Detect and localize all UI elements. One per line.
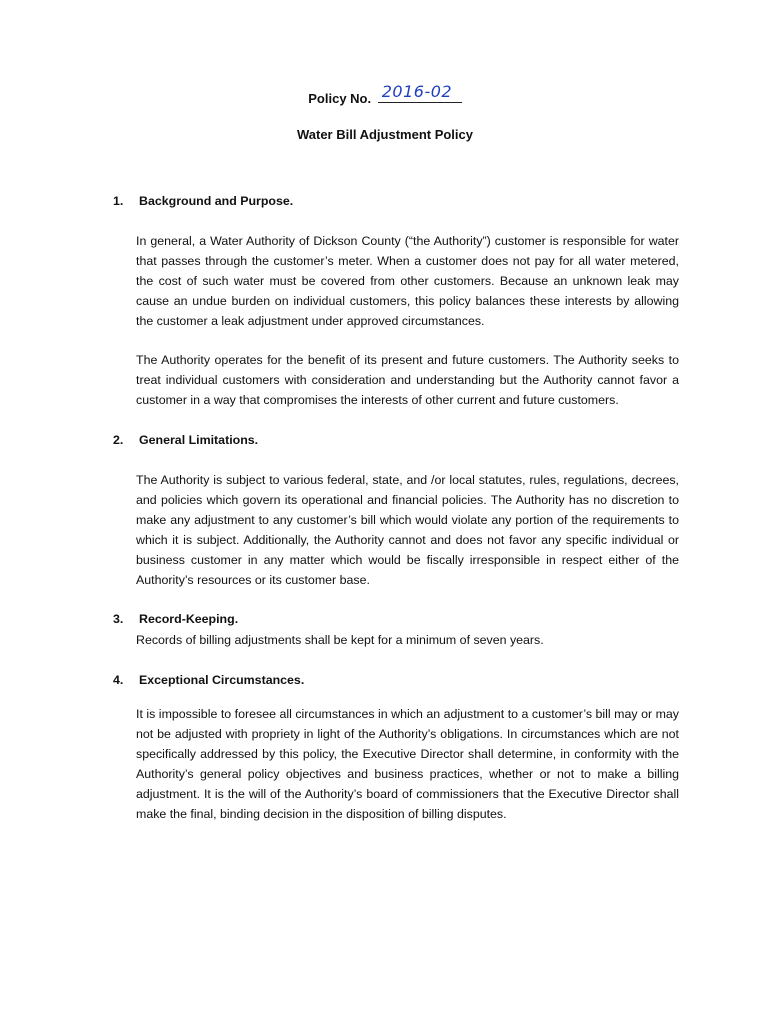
document-title: Water Bill Adjustment Policy [296, 127, 473, 142]
section-number: 3. [113, 612, 124, 626]
section-paragraph: The Authority is subject to various federal, state, and /or local statutes, rules, regulations, decrees, and policies which govern its operational and financial policies. The Authority has no discretion to make any adjustment to any customer’s bill which would violate any portion of the requirements to which it is subject. Additionally, the Authority cannot and does not favor any specific individual or business customer in any matter which would be fiscally irresponsible in respect either of the Authority’s resources or its customer base. [136, 473, 679, 587]
policy-number-line [0, 82, 770, 106]
policy-number-label: Policy No. [308, 91, 372, 106]
section-paragraph: Records of billing adjustments shall be kept for a minimum of seven years. [136, 633, 544, 647]
policy-number-field [378, 82, 462, 103]
section-title: Exceptional Circumstances. [139, 673, 305, 687]
section-number: 1. [113, 194, 124, 208]
section-number: 2. [113, 433, 124, 447]
section-heading [113, 612, 238, 626]
section-paragraph: It is impossible to foresee all circumstances in which an adjustment to a customer’s bill may or may not be adjusted with propriety in light of the Authority’s obligations. In circumstances which are not specifically addressed by this policy, the Executive Director shall determine, in conformity with the Authority’s general policy objectives and business practices, whether or not to make a billing adjustment. It is the will of the Authority’s board of commissioners that the Executive Director shall make the final, binding decision in the disposition of billing disputes. [136, 707, 679, 821]
section-heading [113, 194, 293, 208]
section-heading [113, 673, 304, 687]
policy-number-value: 2016-02 [381, 82, 453, 101]
section-paragraph: In general, a Water Authority of Dickson County (“the Authority”) customer is responsible for water that passes through the customer’s meter. When a customer does not pay for all water metered, the cost of such water must be covered from other customers. Because an unknown leak may cause an undue burden on individual customers, this policy balances these interests by allowing the customer a leak adjustment under approved circumstances. [136, 234, 679, 328]
section-title: Record-Keeping. [139, 612, 239, 626]
section-title: Background and Purpose. [139, 194, 294, 208]
section-paragraph: The Authority operates for the benefit of its present and future customers. The Authority seeks to treat individual customers with consideration and understanding but the Authority cannot favor a customer in a way that compromises the interests of other current and future customers. [136, 353, 679, 407]
section-title: General Limitations. [139, 433, 259, 447]
section-heading [113, 433, 258, 447]
section-number: 4. [113, 673, 124, 687]
